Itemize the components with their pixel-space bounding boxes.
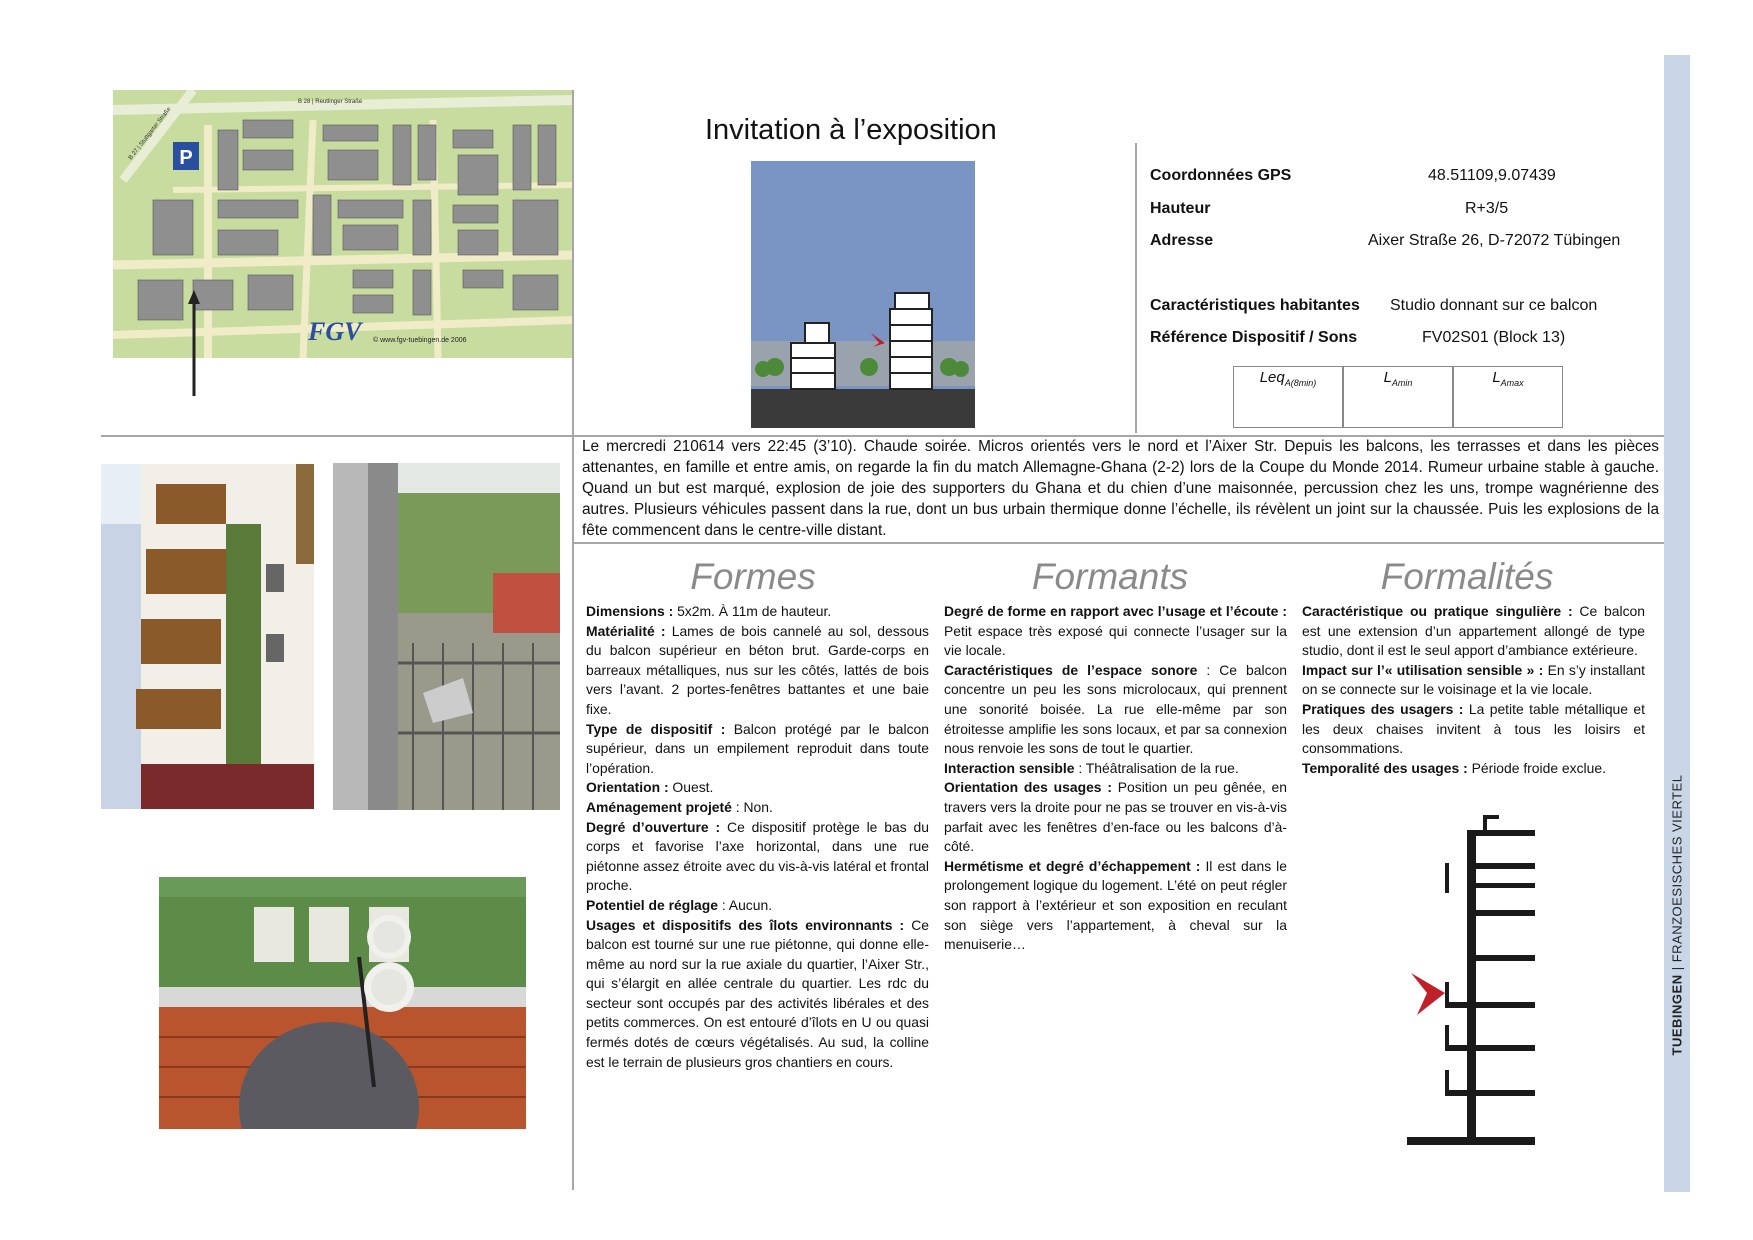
level-lamax-sub: Amax: [1500, 378, 1524, 388]
photo-facade: [101, 464, 314, 809]
formalites-item: Temporalité des usages : Période froide exclue.: [1302, 759, 1606, 776]
formes-item: Degré d’ouverture : Ce dispositif protège le bas du corps et favorise l’axe horizontal, dans une rue piétonne assez étroite avec du vis-à-vis latéral et frontal proche.: [586, 818, 929, 894]
address-label: Adresse: [1150, 232, 1214, 249]
column-formants: [944, 602, 1287, 955]
formes-item: Usages et dispositifs des îlots environnants : Ce balcon est tourné sur une rue piétonne, qui donne elle-même au nord sur la rue axiale du quartier, l’Aixer Str., qui s’élargit en allée centrale du quartier. Les rdc du secteur sont occupés par des activités libérales et des petits commerces. On est entouré d’îlots en U ou quasi fermés dotés de cœurs végétalisés. Au sud, la colline est le terrain de plusieurs gros chantiers en cours.: [586, 916, 929, 1070]
level-box-leq: [1233, 366, 1343, 428]
address-value: Aixer Straße 26, D-72072 Tübingen: [1368, 232, 1621, 249]
height-label: Hauteur: [1150, 200, 1211, 217]
photo-microphone: [159, 877, 526, 1129]
sidebar-district: FRANZOESISCHES VIERTEL: [1669, 774, 1685, 963]
level-leq-sub: A(8min): [1284, 378, 1317, 388]
level-leq-main: Leq: [1259, 369, 1285, 386]
formes-item: Potentiel de réglage : Aucun.: [586, 896, 773, 913]
formes-item: Aménagement projeté : Non.: [586, 798, 773, 815]
formalites-item: Caractéristique ou pratique singulière : Ce balcon est une extension d’un appartement allongé de type studio, dont il est le seul apport d’ambiance extérieure.: [1302, 603, 1645, 659]
fgv-logo: FGV: [308, 317, 362, 346]
page-title: Invitation à l’exposition: [705, 114, 997, 146]
formants-item: Hermétisme et degré d’échappement : Il est dans le prolongement logique du logement. L’été on peut régler son rapport à l’extérieur et son exposition en reculant son siège vers l’appartement, à cheval sur la menuiserie…: [944, 857, 1287, 953]
formalites-item: Pratiques des usagers : La petite table métallique et les deux chaises invitent à tous les loisirs et consommations.: [1302, 700, 1646, 757]
map-road-top: B 28 | Reutlinger Straße: [298, 99, 363, 105]
column-formes: [586, 602, 929, 1072]
heading-formants: Formants: [1031, 556, 1189, 597]
site-map: [113, 90, 573, 358]
map-road-left: B 27 | Stuttgarter Straße: [127, 106, 173, 162]
gps-value: 48.51109,9.07439: [1428, 167, 1556, 184]
resident-value: Studio donnant sur ce balcon: [1390, 297, 1598, 314]
formes-item: Orientation : Ouest.: [586, 779, 714, 796]
reference-label: Référence Dispositif / Sons: [1150, 329, 1358, 346]
formalites-item: Impact sur l’« utilisation sensible » : En s’y installant on se connecte sur le voisinage et la vie locale.: [1302, 661, 1645, 698]
level-lamin-main: L: [1383, 369, 1392, 386]
formes-item: Matérialité : Lames de bois cannelé au sol, dessous du balcon supérieur en béton brut. Garde-corps en barreaux métalliques, nus sur les côtés, lattés de bois vers l’avant. 2 portes-fenêtres battantes et une baie fixe.: [586, 622, 929, 717]
gps-label: Coordonnées GPS: [1150, 167, 1292, 184]
formants-item: Orientation des usages : Position un peu gênée, en travers vers la droite pour ne pas se trouver en vis-à-vis parfait avec les fenêtres d’en-face ou les balcons d’à-côté.: [944, 779, 1287, 855]
parking-sign: P: [179, 147, 193, 169]
formants-item: Degré de forme en rapport avec l’usage et l’écoute : Petit espace très exposé qui connecte l’usager sur la vie locale.: [944, 603, 1287, 659]
narrative-text: Le mercredi 210614 vers 22:45 (3’10). Chaude soirée. Micros orientés vers le nord et l’Aixer Str. Depuis les balcons, les terrasses et dans les pièces attenantes, en famille et entre amis, on regarde la fin du match Allemagne-Ghana (2-2) lors de la Coupe du Monde 2014. Rumeur urbaine stable à gauche. Quand un but est marqué, explosion de joie des supporters du Ghana et du chien d’une maisonnée, percussion chez les uns, trompe wagnérienne des autres. Plusieurs véhicules passent dans la rue, dont un bus urbain thermique donne l’échelle, ils révèlent un joint sur la chaussée. Puis les explosions de la fête commencent dans le centre-ville distant.: [582, 438, 1659, 539]
formants-item: Interaction sensible : Théâtralisation de la rue.: [944, 759, 1239, 776]
sidebar-label: [1670, 775, 1685, 1056]
reference-value: FV02S01 (Block 13): [1422, 329, 1566, 346]
formes-item: Type de dispositif : Balcon protégé par le balcon supérieur, dans un empilement reproduit dans toute l’opération.: [586, 720, 929, 776]
photo-balcony-view: [333, 463, 560, 810]
balcony-stack-diagram: [1405, 815, 1535, 1150]
resident-label: Caractéristiques habitantes: [1150, 297, 1360, 314]
level-box-lamin: [1343, 366, 1453, 428]
map-credit: © www.fgv-tuebingen.de 2006: [373, 337, 467, 344]
heading-formes: Formes: [690, 556, 816, 597]
column-formalites: [1302, 602, 1645, 778]
section-illustration: [751, 161, 975, 428]
formes-item: Dimensions : 5x2m. À 11m de hauteur.: [586, 603, 832, 619]
sidebar-city: TUEBINGEN: [1669, 974, 1685, 1056]
level-lamin-sub: Amin: [1391, 378, 1413, 388]
level-lamax-main: L: [1492, 369, 1501, 386]
heading-formalites: Formalités: [1380, 556, 1554, 597]
map-location-arrow-icon: [186, 290, 202, 398]
height-value: R+3/5: [1465, 200, 1509, 217]
level-box-lamax: [1453, 366, 1563, 428]
sidebar-separator: |: [1669, 962, 1685, 975]
formants-item: Caractéristiques de l’espace sonore : Ce balcon concentre un peu les sons microlocaux, qui prennent une sonorité boisée. La rue elle-même par son étroitesse amplifie les sons locaux, et par sa connexion nous renvoie les sons de tout le quartier.: [944, 661, 1287, 757]
